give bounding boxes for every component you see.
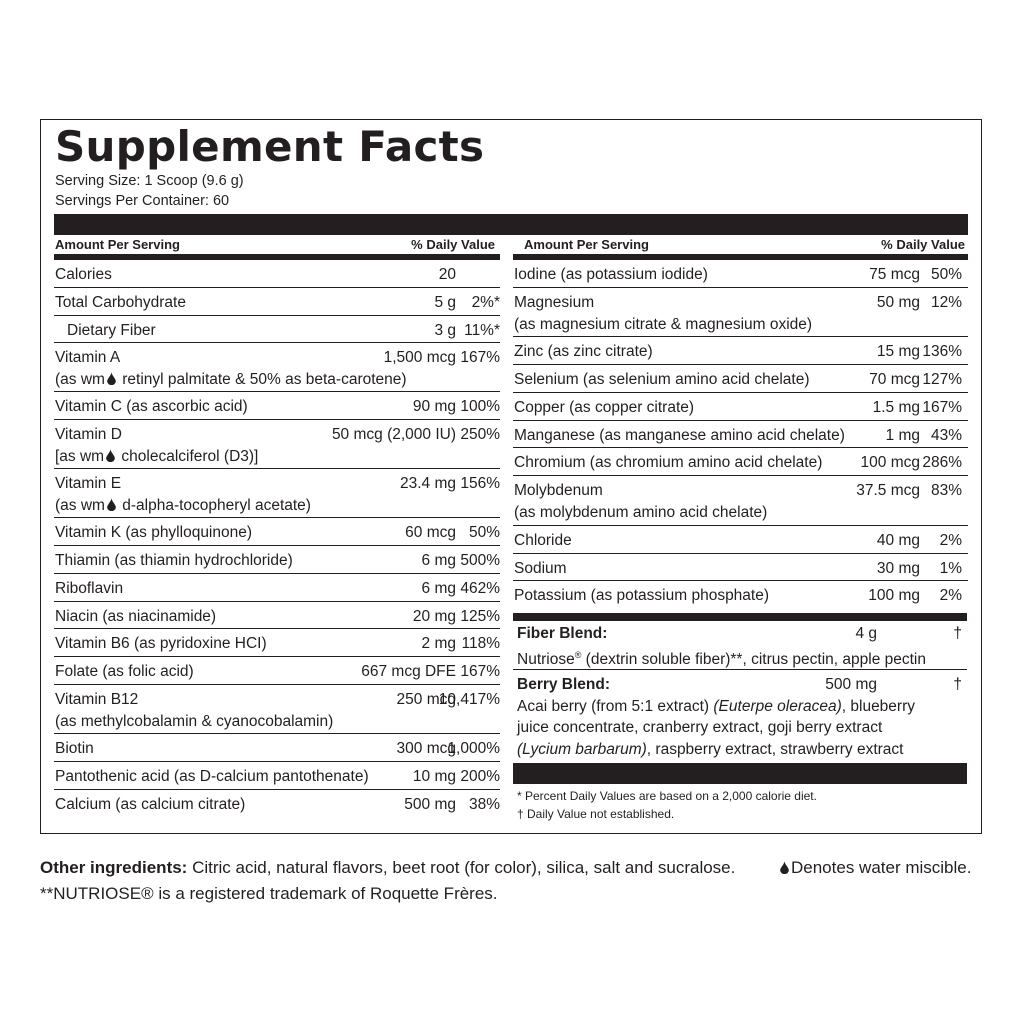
nutrient-name: Pantothenic acid (as D-calcium pantothenate) [55,767,369,785]
nutrient-amount: 2 mg [421,635,456,653]
right-column-header [524,235,965,254]
nutrient-name: Vitamin C (as ascorbic acid) [55,398,248,416]
serving-size: Serving Size: 1 Scoop (9.6 g) [55,173,244,189]
water-miscible-text: Denotes water miscible. [791,858,972,877]
nutrient-daily-value: 43% [930,426,962,444]
other-ingredients-text: Citric acid, natural flavors, beet root (for color), silica, salt and sucralose. [187,858,736,877]
nutrient-row [54,657,500,685]
nutrient-amount: 300 mcg [396,739,456,757]
nutrient-row [54,574,500,602]
fiber-blend-rule [513,613,967,621]
nutrient-name: Vitamin E [55,475,122,493]
nutrient-name: Vitamin A [55,349,121,367]
nutrient-daily-value: 2% [939,587,962,605]
nutrient-daily-value: 200% [460,767,500,785]
nutrient-amount: 30 mg [876,559,920,577]
amount-per-serving-label: Amount Per Serving [524,237,649,252]
nutrient-row [54,762,500,790]
nutrient-row [513,260,968,288]
nutrient-amount: 90 mg [412,398,456,416]
nutrient-row [54,288,500,316]
nutrient-name: Riboflavin [55,579,124,597]
nutrient-name: Vitamin D [55,426,122,444]
nutrient-amount: 15 mg [876,343,920,361]
nutrient-amount: 75 mcg [869,266,920,283]
nutrient-amount: 70 mcg [869,371,920,389]
nutrient-row [54,602,500,630]
fiber-blend-ingredients: Nutriose® (dextrin soluble fiber)**, citrus pectin, apple pectin [517,650,926,669]
nutrient-amount: 667 mcg DFE [361,663,456,681]
berry-blend-dv: † [953,676,962,693]
nutrient-row [54,629,500,657]
servings-per-container: Servings Per Container: 60 [55,193,230,209]
nutrient-row [513,476,968,526]
nutrient-amount: 60 mcg [405,524,456,542]
nutrient-source: (as methylcobalamin & cyanocobalamin) [55,712,334,730]
nutrient-source: (as wm d-alpha-tocopheryl acetate) [55,497,311,515]
nutrient-daily-value: 1% [939,559,962,577]
nutrient-amount: 20 [438,266,456,283]
nutrient-name: Niacin (as niacinamide) [55,607,217,625]
nutrient-name: Selenium (as selenium amino acid chelate) [514,371,810,389]
blend-divider [513,669,967,670]
left-column-header [55,235,495,254]
nutrient-amount: 3 g [434,321,456,339]
berry-blend-line3: (Lycium barbarum), raspberry extract, strawberry extract [517,740,904,758]
nutrient-daily-value: 125% [460,607,500,625]
nutrient-row [513,421,968,449]
footer-bar [513,763,967,784]
nutrient-row [513,526,968,554]
nutrient-amount: 50 mg [876,293,920,311]
nutrient-daily-value: 38% [468,795,500,813]
trademark-note: **NUTRIOSE® is a registered trademark of Roquette Frères. [40,884,498,903]
nutrient-daily-value: 500% [460,551,500,569]
nutrient-name: Calories [55,266,112,283]
nutrient-amount: 250 mcg [396,690,456,708]
nutrient-name: Total Carbohydrate [55,293,186,311]
nutrient-row [54,546,500,574]
nutrient-name: Chromium (as chromium amino acid chelate) [514,454,823,472]
nutrient-row [513,365,968,393]
nutrient-daily-value: 10,417% [438,690,500,708]
nutrient-amount: 500 mg [404,795,456,813]
nutrient-amount: 23.4 mg [399,475,456,493]
nutrient-row [513,448,968,476]
nutrient-amount: 20 mg [412,607,456,625]
water-drop-icon [779,861,790,874]
nutrient-amount: 100 mg [868,587,920,605]
nutrient-amount: 1 mg [885,426,920,444]
nutrient-name: Vitamin B6 (as pyridoxine HCI) [55,635,267,653]
fiber-blend-dv: † [953,625,962,642]
nutrient-daily-value: 2% [939,531,962,549]
nutrient-name: Chloride [514,531,572,549]
footnote-percent-dv: * Percent Daily Values are based on a 2,000 calorie diet. [517,789,817,803]
nutrient-row [513,288,968,338]
nutrient-daily-value: 83% [930,482,962,500]
nutrient-row [54,392,500,420]
nutrient-name: Copper (as copper citrate) [514,398,695,416]
nutrient-amount: 40 mg [876,531,920,549]
nutrient-daily-value: 136% [922,343,962,361]
nutrient-name: Vitamin B12 [55,690,139,708]
water-drop-icon [106,498,117,511]
panel-title: Supplement Facts [55,122,485,171]
nutrient-daily-value: 250% [460,426,500,444]
nutrient-row [513,393,968,421]
nutrient-amount: 50 mcg (2,000 IU) [331,426,456,444]
nutrient-amount: 6 mg [421,551,456,569]
nutrient-daily-value: 1,000% [447,739,500,757]
nutrient-daily-value: 286% [922,454,962,472]
nutrient-name: Vitamin K (as phylloquinone) [55,524,253,542]
nutrient-row [54,469,500,518]
nutrient-daily-value: 167% [922,398,962,416]
nutrient-row [513,581,968,608]
nutrient-source: (as magnesium citrate & magnesium oxide) [514,315,813,333]
nutrient-amount: 1,500 mcg [383,349,456,367]
nutrient-daily-value: 11%* [464,321,500,339]
water-drop-icon [105,449,116,462]
nutrient-name: Biotin [55,739,94,757]
nutrient-row [54,260,500,288]
nutrient-name: Zinc (as zinc citrate) [514,343,653,361]
nutrient-daily-value: 100% [460,398,500,416]
left-nutrient-table [54,260,500,816]
nutrient-row [54,685,500,734]
nutrient-daily-value: 12% [930,293,962,311]
nutrient-amount: 10 mg [412,767,456,785]
nutrient-row [54,343,500,392]
nutrient-name: Potassium (as potassium phosphate) [514,587,770,605]
other-ingredients-label: Other ingredients: [40,858,188,877]
nutrient-row [513,554,968,582]
nutrient-name: Manganese (as manganese amino acid chelate) [514,426,845,444]
berry-blend-name: Berry Blend: [517,676,611,693]
nutrient-daily-value: 167% [460,663,500,681]
nutrient-row [54,734,500,762]
nutrient-amount: 100 mcg [860,454,920,472]
nutrient-name: Magnesium [514,293,595,311]
nutrient-daily-value: 2%* [471,293,500,311]
nutrient-source: (as wm retinyl palmitate & 50% as beta-carotene) [55,371,407,389]
daily-value-label: % Daily Value [881,237,965,252]
nutrient-row [54,316,500,344]
daily-value-label: % Daily Value [411,237,495,252]
nutrient-daily-value: 156% [460,475,500,493]
water-miscible-legend [778,857,971,879]
berry-blend-amount: 500 mg [825,676,877,693]
nutrient-daily-value: 127% [922,371,962,389]
nutrient-amount: 37.5 mcg [856,482,920,500]
right-nutrient-table [513,260,968,608]
nutrient-daily-value: 50% [930,266,962,283]
nutrient-daily-value: 462% [460,579,500,597]
nutrient-amount: 5 g [434,293,456,311]
header-bar [54,214,968,235]
nutrient-daily-value: 167% [460,349,500,367]
fiber-blend-amount: 4 g [855,625,877,642]
nutrient-amount: 1.5 mg [872,398,920,416]
other-ingredients [40,857,735,879]
berry-blend-line1: Acai berry (from 5:1 extract) (Euterpe oleracea), blueberry [517,697,915,715]
nutrient-daily-value: 118% [461,635,500,653]
footnote-dv-not-established: † Daily Value not established. [517,807,675,821]
nutrient-name: Dietary Fiber [67,321,156,339]
nutrient-source: [as wm cholecalciferol (D3)] [55,448,259,466]
nutrient-daily-value: 50% [468,524,500,542]
nutrient-row [513,337,968,365]
nutrient-row [54,420,500,469]
supplement-facts-panel [40,119,982,834]
nutrient-source: (as molybdenum amino acid chelate) [514,504,768,522]
amount-per-serving-label: Amount Per Serving [55,237,180,252]
nutrient-name: Molybdenum [514,482,603,500]
nutrient-amount: 6 mg [421,579,456,597]
fiber-blend-name: Fiber Blend: [517,625,608,642]
nutrient-row [54,518,500,546]
nutrient-name: Iodine (as potassium iodide) [514,266,708,283]
nutrient-name: Thiamin (as thiamin hydrochloride) [55,551,293,569]
nutrient-name: Sodium [514,559,567,577]
water-drop-icon [106,372,117,385]
nutrient-row [54,790,500,817]
nutrient-name: Folate (as folic acid) [55,663,194,681]
nutrient-name: Calcium (as calcium citrate) [55,795,246,813]
berry-blend-line2: juice concentrate, cranberry extract, goji berry extract [517,719,883,736]
